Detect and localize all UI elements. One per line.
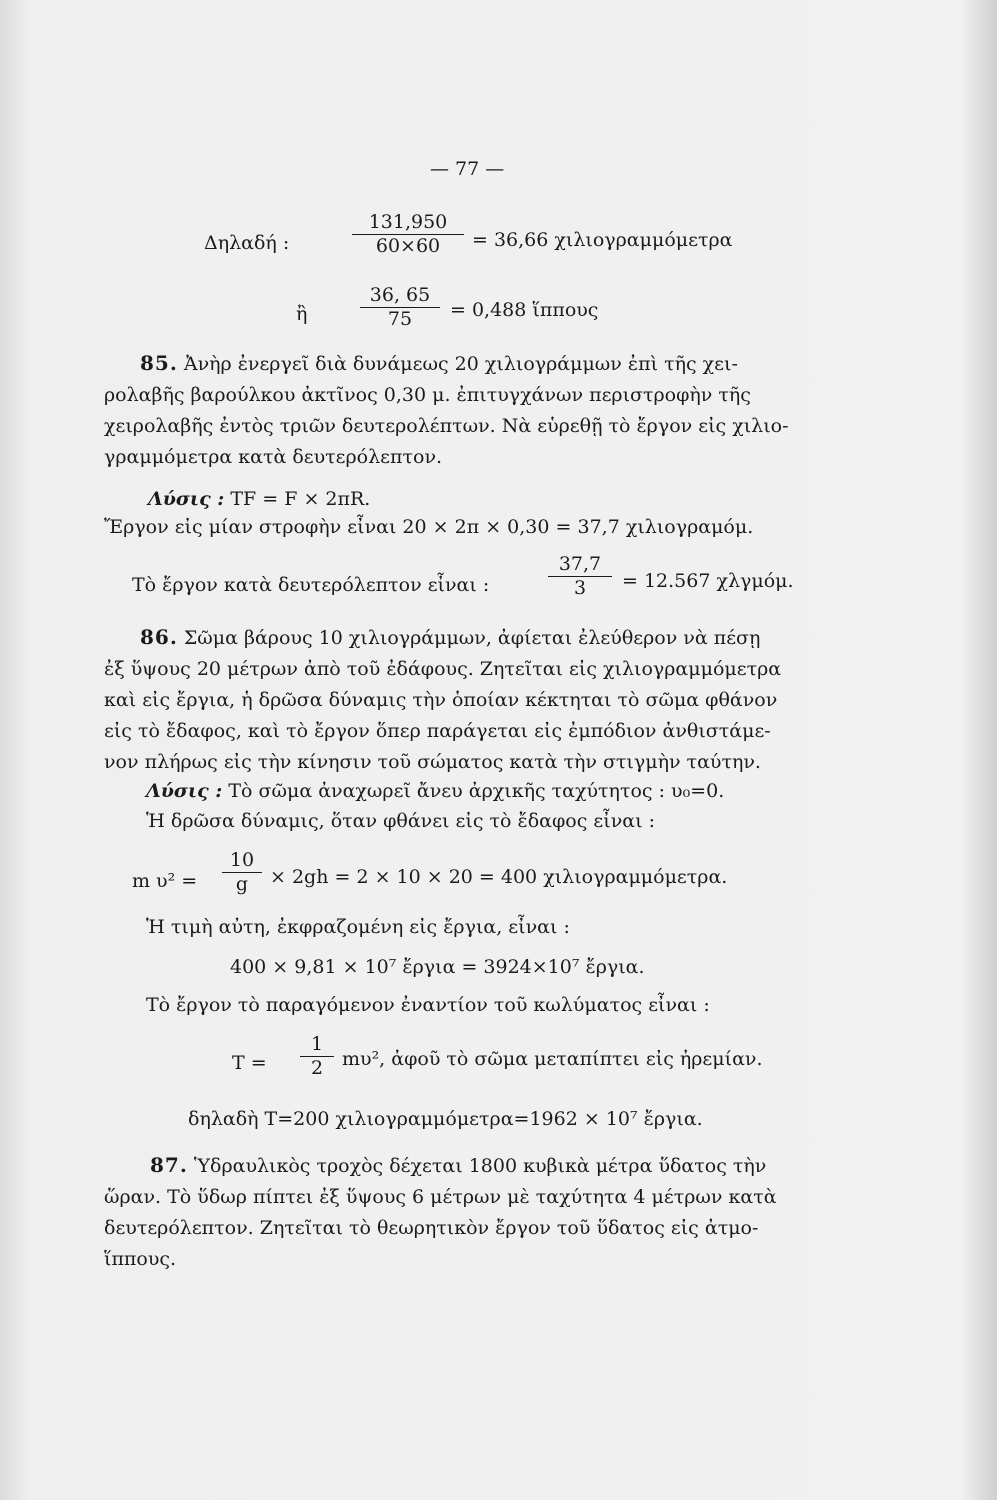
problem-87-line [104, 1150, 844, 1182]
p86-t-fraction [300, 1034, 334, 1078]
eq1-rhs: = 36,66 χιλιογραμμόμετρα [472, 229, 733, 251]
p85-solution-line1 [148, 488, 370, 510]
problem-85-text: Ἀνὴρ ἐνεργεῖ διὰ δυνάμεως 20 χιλιογράμμων ἐπὶ τῆς χει- [183, 353, 738, 375]
problem-86-line: καὶ εἰς ἔργια, ἡ δρῶσα δύναμις τὴν ὁποίαν κέκτηται τὸ σῶμα φθάνον [104, 689, 778, 711]
eq1-denominator: 60×60 [375, 235, 441, 257]
problem-87-line: ἵππους. [104, 1248, 177, 1270]
page-number: — 77 — [430, 158, 505, 180]
problem-85-number: 85. [140, 351, 178, 375]
p86-line3: Ἡ τιμὴ αὐτη, ἐκφραζομένη εἰς ἔργια, εἶναι : [146, 916, 570, 938]
p86-eq-left: m υ² = [132, 870, 198, 892]
p85-solution-line2: Ἔργον εἰς μίαν στροφὴν εἶναι 20 × 2π × 0,30 = 37,7 χιλιογραμόμ. [104, 516, 754, 538]
problem-87-number: 87. [150, 1153, 188, 1177]
problem-85 [104, 348, 844, 473]
eq2-rhs: = 0,488 ἵππους [450, 299, 599, 321]
problem-86 [104, 622, 844, 778]
problem-87-text: Ὑδραυλικὸς τροχὸς δέχεται 1800 κυβικὰ μέτρα ὕδατος τὴν [193, 1155, 767, 1177]
problem-87-line: δευτερόλεπτον. Ζητεῖται τὸ θεωρητικὸν ἔργον τοῦ ὕδατος εἰς ἀτμο- [104, 1217, 759, 1239]
problem-86-line: νον πλήρως εἰς τὴν κίνησιν τοῦ σώματος κατὰ τὴν στιγμὴν ταύτην. [104, 751, 761, 773]
p86-t-denominator: 2 [310, 1057, 324, 1079]
p86-solution-text: Τὸ σῶμα ἀναχωρεῖ ἄνευ ἀρχικῆς ταχύτητος : υ₀=0. [228, 780, 725, 802]
p86-line6: δηλαδὴ T=200 χιλιογραμμόμετρα=1962 × 10⁷ ἔργια. [188, 1108, 703, 1130]
problem-85-line: χειρολαβῆς ἐντὸς τριῶν δευτερολέπτων. Νὰ εὑρεθῇ τὸ ἔργον εἰς χιλιο- [104, 415, 789, 437]
eq1-numerator: 131,950 [368, 211, 448, 233]
eq1-fraction [352, 212, 464, 256]
problem-87 [104, 1150, 844, 1275]
p86-eq-numerator: 10 [229, 849, 255, 871]
p86-line4: 400 × 9,81 × 10⁷ ἔργια = 3924×10⁷ ἔργια. [230, 956, 645, 978]
problem-86-text: Σῶμα βάρους 10 χιλιογράμμων, ἀφίεται ἐλεύθερον νὰ πέσῃ [183, 627, 761, 649]
eq2-numerator: 36, 65 [369, 284, 431, 306]
problem-86-number: 86. [140, 625, 178, 649]
eq2-label: ἢ [296, 303, 308, 325]
p85-solution-text: TF = F × 2πR. [230, 488, 371, 510]
p85-numerator: 37,7 [558, 553, 602, 575]
p85-solution-label: Λύσις : [148, 488, 225, 510]
p86-t-numerator: 1 [310, 1033, 324, 1055]
eq1-label: Δηλαδή : [204, 232, 290, 254]
p86-eq-denominator: g [235, 873, 249, 895]
problem-85-line [104, 348, 844, 380]
problem-86-line: εἰς τὸ ἔδαφος, καὶ τὸ ἔργον ὅπερ παράγεται εἰς ἐμπόδιον ἀνθιστάμε- [104, 720, 771, 742]
p86-eq-fraction [222, 850, 262, 894]
p85-solution-line3-right: = 12.567 χλγμόμ. [622, 570, 794, 592]
problem-85-line: γραμμόμετρα κατὰ δευτερόλεπτον. [104, 446, 443, 468]
eq2-denominator: 75 [387, 308, 413, 330]
p86-t-left: T = [232, 1052, 267, 1074]
p85-solution-line3-left: Τὸ ἔργον κατὰ δευτερόλεπτον εἶναι : [132, 574, 490, 596]
problem-85-line: ρολαβῆς βαρούλκου ἀκτῖνος 0,30 μ. ἐπιτυγχάνων περιστροφὴν τῆς [104, 384, 751, 406]
p86-solution-line1 [146, 780, 724, 802]
p86-solution-label: Λύσις : [146, 780, 223, 802]
p86-eq-right: × 2gh = 2 × 10 × 20 = 400 χιλιογραμμόμετρα. [270, 866, 728, 888]
p86-line2: Ἡ δρῶσα δύναμις, ὅταν φθάνει εἰς τὸ ἔδαφος εἶναι : [146, 810, 655, 832]
p85-fraction [548, 554, 612, 598]
p86-t-right: mυ², ἀφοῦ τὸ σῶμα μεταπίπτει εἰς ἠρεμίαν. [342, 1048, 763, 1070]
problem-87-line: ὥραν. Τὸ ὕδωρ πίπτει ἐξ ὕψους 6 μέτρων μὲ ταχύτητα 4 μέτρων κατὰ [104, 1186, 777, 1208]
problem-86-line [104, 622, 844, 654]
problem-86-line: ἐξ ὕψους 20 μέτρων ἀπὸ τοῦ ἐδάφους. Ζητεῖται εἰς χιλιογραμμόμετρα [104, 658, 782, 680]
p85-denominator: 3 [573, 577, 587, 599]
p86-line5: Τὸ ἔργον τὸ παραγόμενον ἐναντίον τοῦ κωλύματος εἶναι : [146, 994, 710, 1016]
eq2-fraction [360, 285, 440, 329]
